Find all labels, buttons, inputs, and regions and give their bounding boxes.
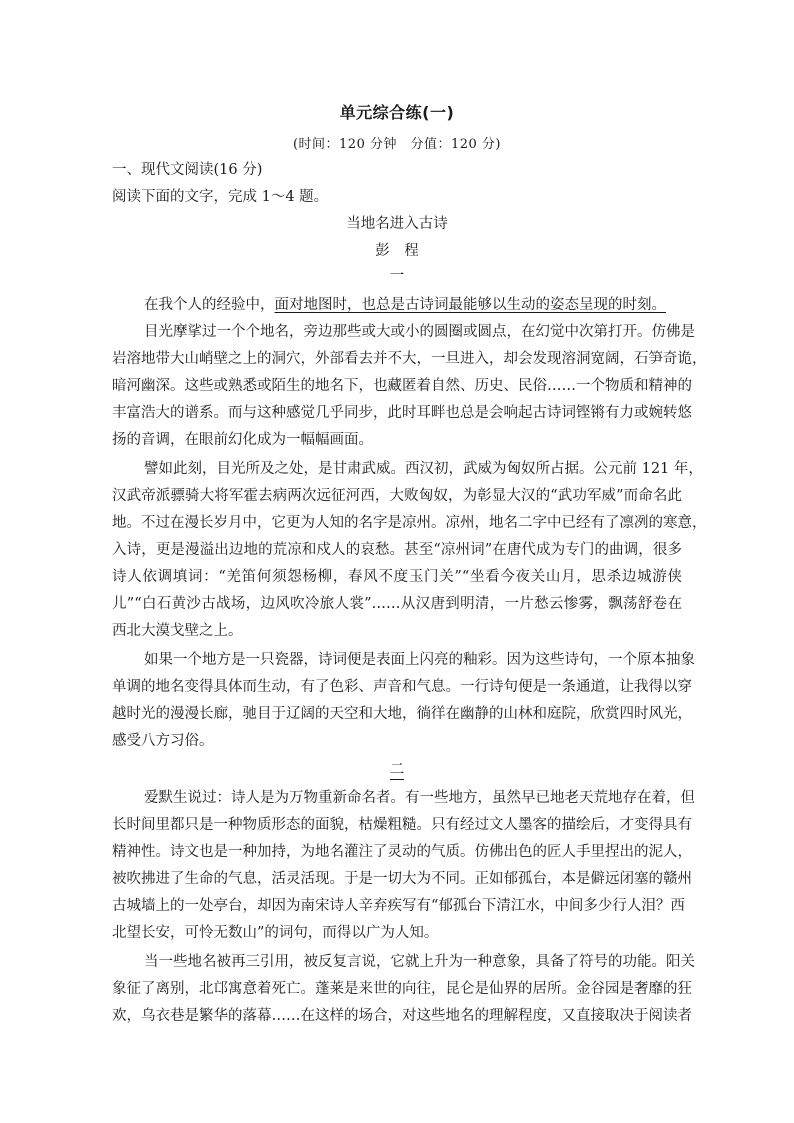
paragraph-1 [144,292,682,319]
underlined-sentence: 面对地图时，也总是古诗词最能够以生动的姿态呈现的时刻。 [274,297,666,313]
text-line: 暗河幽深。这些或熟悉或陌生的地名下，也藏匿着自然、历史、民俗……一个物质和精神的 [112,378,692,394]
text-line: 西北大漠戈壁之上。 [112,623,243,639]
text-line: 地。不过在漫长岁月中，它更为人知的名字是凉州。凉州，地名二字中已经有了凛冽的寒意， [112,515,707,531]
text-line: 被吹拂进了生命的气息，活灵活现。于是一切大为不同。正如郁孤台，本是僻远闭塞的赣州 [112,871,692,887]
text-line: 感受八方习俗。 [112,733,214,749]
text-line: 长时间里都只是一种物质形态的面貌，枯燥粗糙。只有经过文人墨客的描绘后，才变得具有 [112,817,692,833]
text-line: 譬如此刻，目光所及之处，是甘肃武威。西汉初，武威为匈奴所占据。公元前 121 年， [144,461,703,477]
text-line: 扬的音调，在眼前幻化成为一幅幅画面。 [112,432,373,448]
text-line: 精神性。诗文也是一种加持，为地名灌注了灵动的气质。仿佛出色的匠人手里捏出的泥人， [112,844,692,860]
part-two-marker: 二 [389,762,405,778]
reading-instruction: 阅读下面的文字，完成 1～4 题。 [112,189,329,205]
text-line: 如果一个地方是一只瓷器，诗词便是表面上闪亮的釉彩。因为这些诗句，一个原本抽象 [144,652,695,668]
text-line: 爱默生说过：诗人是为万物重新命名者。有一些地方，虽然早已地老天荒地存在着，但 [144,790,695,806]
text-line: 目光摩挲过一个个地名，旁边那些或大或小的圆圈或圆点，在幻觉中次第打开。仿佛是 [144,324,695,340]
text-line: 单调的地名变得具体而生动，有了色彩、声音和气息。一行诗句便是一条通道，让我得以穿 [112,679,692,695]
text-line: 当一些地名被再三引用，被反复言说，它就上升为一种意象，具备了符号的功能。阳关 [144,954,695,970]
exam-meta: (时间：120 分钟 分值：120 分) [292,137,502,152]
article-author: 彭 程 [375,243,419,259]
text-line: 儿”“白石黄沙古战场，边风吹冷旅人裳”……从汉唐到明清，一片愁云惨雾，飘荡舒卷在 [112,596,682,612]
text-line: 越时光的漫漫长廊，驰目于辽阔的天空和大地，徜徉在幽静的山林和庭院，欣赏四时风光， [112,706,692,722]
text-line: 诗人依调填词：“羌笛何须怨杨柳，春风不度玉门关”“坐看今夜关山月，思杀边城游侠 [112,569,682,585]
document-title: 单元综合练(一) [339,103,455,122]
text-line: 象征了离别，北邙寓意着死亡。蓬莱是来世的向往，昆仑是仙界的居所。金谷园是奢靡的狂 [112,981,692,997]
part-two-marker-row [0,757,794,784]
text-line: 欢，乌衣巷是繁华的落幕……在这样的场合，对这些地名的理解程度，又直接取决于阅读者 [112,1008,692,1024]
text-line: 古城墙上的一处亭台，却因为南宋诗人辛弃疾写有“郁孤台下清江水，中间多少行人泪？西 [112,898,685,914]
text-line: 入诗，更是漫溢出边地的荒凉和戍人的哀愁。甚至“凉州词”在唐代成为专门的曲调，很多 [112,542,682,558]
text-line: 丰富浩大的谱系。而与这种感觉几乎同步，此时耳畔也总是会响起古诗词铿锵有力或婉转悠 [112,405,692,421]
part-one-marker: 一 [389,268,405,284]
text-line: 北望长安，可怜无数山”的词句，而得以广为人知。 [112,925,439,941]
paragraph-1-prefix: 在我个人的经验中， [144,297,275,313]
text-line: 岩溶地带大山峭壁之上的洞穴，外部看去并不大，一旦进入，却会发现溶洞宽阔，石笋奇诡， [112,351,707,367]
section-heading: 一、现代文阅读(16 分) [112,162,263,178]
text-line: 汉武帝派骠骑大将军霍去病两次远征河西，大败匈奴，为彰显大汉的“武功军威”而命名此 [112,488,682,504]
article-title: 当地名进入古诗 [346,216,448,232]
